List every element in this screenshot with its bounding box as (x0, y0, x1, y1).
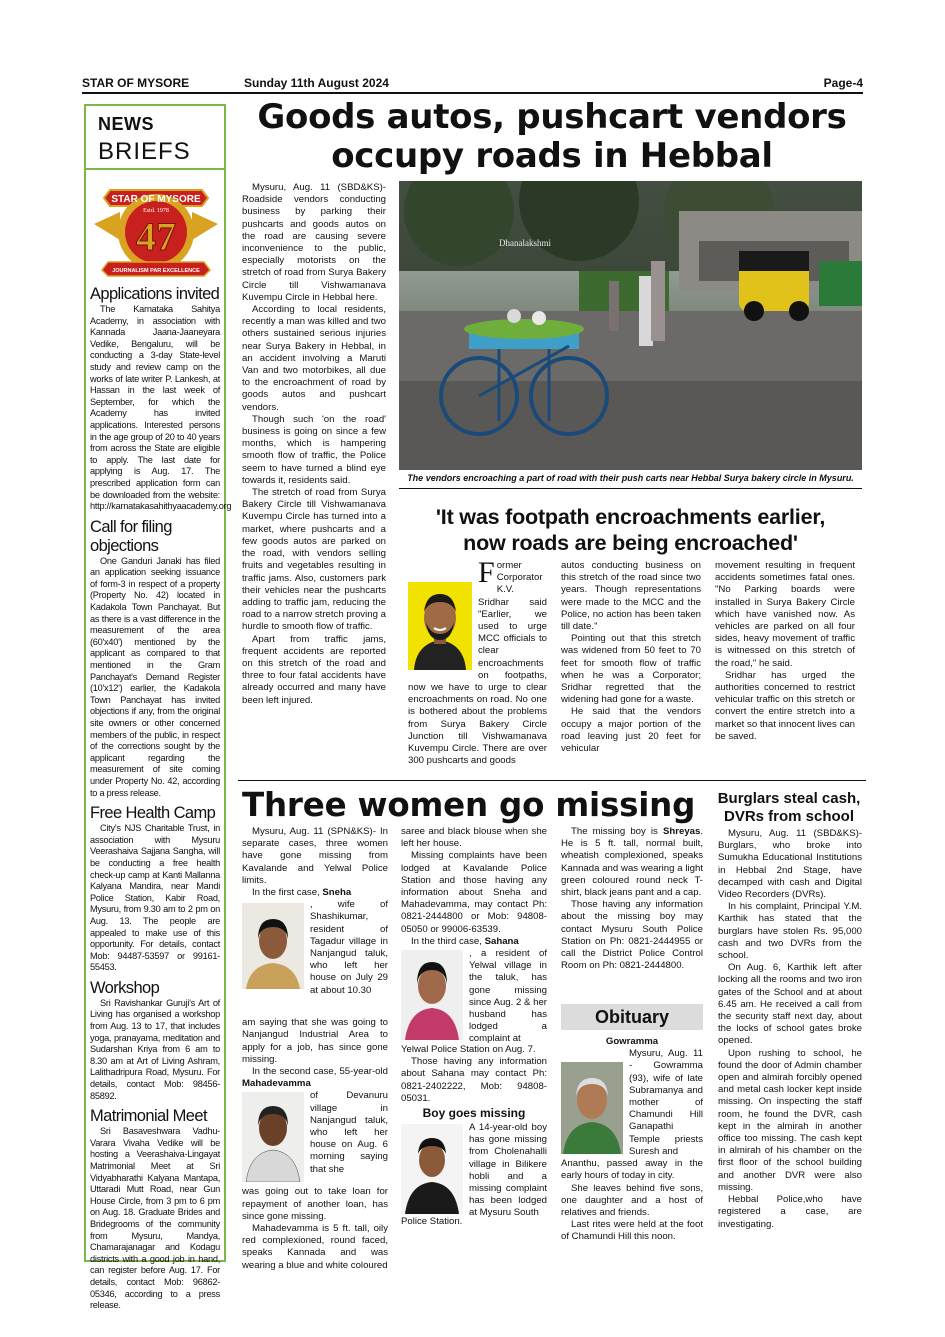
photo-shop-sign: Dhanalakshmi (499, 238, 551, 248)
burglars-paragraph: On Aug. 6, Karthik left after locking all the rooms and two iron gates of the School and at about 6.45 am. He received a call from the security staff next day, about the locks of school gates broke opened. (718, 962, 862, 1047)
obituary-body (561, 1036, 703, 1244)
text: In the second case, 55-year-old (252, 1066, 388, 1078)
burglars-paragraph: Upon rushing to school, he found the door of Admin chamber open and almirah forcibly opened and metal cash locker kept inside missing. On inspecting the staff room, he found the DVR, cash kept in the almirah in another office too missing. The cash kept in almirah of his chamber on the first floor of the school building and another DVR were also missing. (718, 1047, 862, 1193)
missing-paragraph: Police Station. (401, 1216, 463, 1228)
text: The missing boy is (571, 826, 663, 837)
burglars-body (718, 828, 862, 1231)
lead-paragraph: According to local residents, recently a man was killed and two others sustained serious injuries near Surya Bakery in Hebbal, in an accident involving a Maruti Van and two motorbikes, all due to the encroachment of road by goods autos and pushcart vendors. (242, 304, 386, 413)
footpath-paragraph: Pointing out that this stretch was widened from 50 feet to 70 feet for smooth flow of traffic when he was a Corporator; Sridhar regretted that the widening had gone for a waste. (561, 633, 701, 706)
burglars-paragraph: Hebbal Police,who have registered a case, are investigating. (718, 1194, 862, 1230)
missing-headline: Three women go missing (242, 786, 696, 824)
missing-paragraph: Yelwal Police Station on Aug. 7. (401, 1044, 536, 1056)
obituary-paragraph: Ananthu, passed away in the early hours of today in city. (561, 1158, 703, 1182)
footpath-col3 (715, 560, 855, 743)
brief-heading: Workshop (90, 978, 160, 997)
text: In the first case, (252, 887, 323, 899)
missing-paragraph: saree and black blouse when she left her house. (401, 826, 547, 850)
portrait-woman-icon (401, 950, 463, 1040)
sahana-photo (401, 950, 463, 1040)
lead-paragraph: Though such 'on the road' business is going on since a few months, which is hampering smooth flow of traffic, the Police seem to have turned a blind eye towards it, residents said. (242, 413, 386, 486)
lead-article-body (242, 182, 386, 707)
text: . He is 5 ft. tall, normal built, wheatish complexioned, speaks Kannada and was wearing a light green coloured round neck T-shirt, black jeans pant and a cap. (561, 826, 703, 899)
sridhar-photo (408, 582, 472, 670)
footpath-col1 (408, 556, 547, 770)
burglars-headline-line1: Burglars steal cash, (717, 790, 861, 807)
missing-paragraph: Mysuru, Aug. 11 (SPN&KS)- In separate cases, three women have gone missing from Kavalande and Yelwal Police limits. (242, 826, 388, 886)
lead-paragraph: Mysuru, Aug. 11 (SBD&KS)- Roadside vendors conducting business by parking their pushcarts and goods autos on the road are causing severe inconvenience to the public, especially motorists on the stretch of road from Surya Bakery Circle till Vishwamanava Kuvempu Circle in Hebbal here. (242, 182, 386, 303)
brief-heading: Free Health Camp (90, 804, 216, 823)
footpath-col2 (561, 560, 701, 755)
obituary-text: Mysuru, Aug. 11 - Gowramma (93), wife of late Subramanya and mother of Chamundi Hill Ganapathi Temple priests Suresh and (629, 1048, 703, 1157)
missing-paragraph: am saying that she was going to Nanjangud Industrial Area to apply for a job, has since gone missing. (242, 1017, 388, 1065)
portrait-man-icon (408, 582, 472, 670)
lead-headline (238, 98, 866, 176)
burglars-headline-line2: DVRs from school (723, 808, 855, 825)
brief-body: One Ganduri Janaki has filed an application seeking issuance of form-3 in respect of a property (Property No. 42) located in Kadakola Town Panchayat. But as there is a vast difference in the measurement of the area (60'x40') mentioned by the applicant as compared to that mentioned in the Gram Panchayat's Demand Register (10'x12') earlier, the Kadakola Town Panchayat has invited objections if any, from the original site owners or other concerned members of the public, in respect of the corrections sought by the applicant regarding the measurement of site coming under Property No. 42, according to a press release. (90, 555, 220, 798)
brief-heading: Matrimonial Meet (90, 1107, 207, 1126)
footpath-paragraph: movement resulting in frequent accidents sometimes fatal ones. "No Parking boards were installed in Surya Bakery Circle which have vanished now. As vehicles are parked on all four sides, heavy movement of traffic is witnessed on this stretch of the road," he said. (715, 560, 855, 669)
lead-photo-caption: The vendors encroaching a part of road with their push carts near Hebbal Surya bakery circle in Mysuru. (407, 473, 854, 483)
burglars-paragraph: In his complaint, Principal Y.M. Karthik has stated that the burglars have stolen Rs. 95,000 cash and two DVRs from the school. (718, 901, 862, 962)
text: In the third case, (411, 935, 485, 947)
sneha-photo (242, 903, 304, 989)
footpath-text: ormer Corporator K.V. Sridhar said "Earlier, we used to urge MCC officials to clear encroachments on footpaths, now we have to urge to clear encroachments on road. No one is bothered about the problems from Surya Bakery Circle Junction till Vishwamanava Kuvempu Circle. There are over 300 pushcarts and goods (408, 560, 547, 767)
brief-body: City's NJS Charitable Trust, in association with Mysuru Veerashaiva Sajjana Sangha, will be conducting a free health check-up camp at Kanti Mallanna Kalyana Mandira, near Mandi Police Station, Kabir Road, Mysuru, from 9.30 am to 2 pm on Aug. 13. The people are appealed to make use of this opportunity. For details, contact Mob: 94487-53597 or 99161-55453. (90, 823, 220, 973)
page-number: Page-4 (823, 76, 863, 90)
missing-paragraph: Mahadevamma is 5 ft. tall, oily red complexioned, round faced, speaks Kannada and was wearing a blue and white coloured (242, 1223, 388, 1271)
footpath-headline-line2: now roads are being encroached' (463, 531, 798, 555)
briefs-title-bottom: BRIEFS (98, 138, 191, 165)
missing-text: , wife of Shashikumar, resident of Tagadur village in Nanjangud taluk, who left her house on July 29 at about 10.30 (310, 899, 388, 996)
obituary-paragraph: She leaves behind five sons, one daughter and a host of relatives and friends. (561, 1182, 703, 1219)
gowramma-photo (561, 1062, 623, 1154)
missing-text: A 14-year-old boy has gone missing from Cholenahalli village in Bilikere hobli and a missing complaint has been lodged at Mysuru South (469, 1122, 547, 1219)
burglars-paragraph: Mysuru, Aug. 11 (SBD&KS)- Burglars, who broke into Sumukha Educational Institutions in Hebbal 2nd Stage, have decamped with cash and Digital Video Recorders (DVRs). (718, 828, 862, 901)
logo-estd: Estd. 1978 (143, 208, 169, 214)
logo-motto: JOURNALISM PAR EXCELLENCE (112, 268, 200, 274)
footpath-paragraph: He said that the vendors occupy a major portion of the road leaving just 20 feet for vehicular (561, 706, 701, 755)
page-header (82, 76, 863, 92)
missing-text: , a resident of Yelwal village in the taluk, has gone missing since Aug. 2 & her husband has lodged a complaint at (469, 948, 547, 1045)
lead-photo (399, 181, 862, 470)
missing-paragraph: was going out to take loan for repayment of another loan, has since gone missing. (242, 1186, 388, 1222)
footpath-headline (399, 504, 862, 556)
missing-paragraph: Missing complaints have been lodged at Kavalande Police Station and those having any information about Sneha and Mahadevamma, may contact Ph: 0821-2444800 or Mob: 94808-05050 or 99006-63539. (401, 850, 547, 935)
obituary-name: Gowramma (605, 1036, 659, 1047)
missing-col3 (561, 826, 703, 972)
obituary-heading: Obituary (561, 1004, 703, 1030)
portrait-woman-icon (242, 903, 304, 989)
shreyas-photo (401, 1124, 463, 1214)
briefs-divider (86, 168, 224, 170)
street-vendors-photo (399, 181, 862, 470)
missing-paragraph: Those having any information about Sahana may contact Ph: 0821-2402222, Mob: 94808-05031. (401, 1056, 547, 1104)
portrait-boy-icon (401, 1124, 463, 1214)
footpath-paragraph: autos conducting business on this stretch of the road since two years. Though representations were made to the MCC and the Police, no action has been taken till date." (561, 560, 701, 633)
person-name: Shreyas (662, 826, 701, 837)
missing-paragraph: Those having any information about the missing boy may contact Mysuru South Police Station on Ph: 0821-2444955 or call the District Police Control Room on Ph: 0821-2444800. (561, 899, 703, 972)
brief-body: The Karnataka Sahitya Academy, in association with Kannada Jaana-Jaaneyara Vedike, Bengaluru, will be conducting a 3-day State-level study and review camp on the works of late writer P. Lankesh, at Hassan in the last week of September, for which the Academy has invited applications. Interested persons in the age group of 20 to 40 years from across the State are eligible to apply. The last date for applying is Aug. 17. The prescribed application form can be downloaded from the website: http://karnatakasahithyaacademy.org (90, 304, 232, 512)
missing-text: of Devanuru village in Nanjangud taluk, who left her house on Aug. 6 morning saying that she (310, 1090, 388, 1175)
logo-number: 47 (136, 214, 176, 259)
boy-missing-heading: Boy goes missing (422, 1106, 526, 1121)
brief-body: Sri Ravishankar Guruji's Art of Living has organised a workshop from Aug. 13 to 17, that includes yoga, pranayama, meditation and Sudarshan Kriya from 6 am to 8.30 am at Art of Living Ashram, Lalithadripura Road, Mysuru. For details, contact Mob: 98456-85892. (90, 997, 220, 1101)
brief-heading: Call for filing objections (90, 517, 172, 555)
brief-heading: Applications invited (90, 285, 220, 303)
portrait-elderly-woman-icon (561, 1062, 623, 1154)
obituary-paragraph: Last rites were held at the foot of Chamundi Hill this noon. (561, 1219, 703, 1243)
lead-paragraph: Apart from traffic jams, frequent accidents are reported on this stretch of the road and three to four fatal accidents have already occurred and many have been left injured. (242, 633, 386, 706)
paper-name: STAR OF MYSORE (82, 76, 190, 90)
caption-rule (399, 488, 862, 489)
footpath-headline-line1: 'It was footpath encroachments earlier, (435, 505, 826, 529)
lead-headline-line2: occupy roads in Hebbal (331, 136, 773, 176)
person-name: Sahana (484, 935, 519, 947)
footpath-paragraph: Sridhar has urged the authorities concerned to restrict vehicular traffic on this stretch or convert the entire stretch into a market so that innocent lives can be saved. (715, 669, 855, 742)
person-name: Sneha (322, 887, 352, 899)
section-rule (238, 780, 866, 781)
star-of-mysore-47-logo (90, 178, 222, 278)
brief-body: Sri Basaveshwara Vadhu-Varara Vivaha Vedike will be hosting a Veerashaiva-Lingayat Matrimonial Meet at Sri Vidyabharathi Kalyana Mantapa, Uttaradi Mutt Road, near Gun House Circle, from 3 pm to 6 pm on Aug. 18. Graduate Brides and Bridegrooms of the community from Mysuru, Mandya, Chamarajanagar and Kodagu districts with a good job in hand, can register before Aug. 17. For details, contact Mob: 96862-05346, according to a press release. (90, 1126, 220, 1311)
lead-headline-line1: Goods autos, pushcart vendors (257, 97, 847, 137)
logo-ribbon-text: STAR OF MYSORE (111, 194, 201, 205)
drop-cap: F (478, 556, 495, 589)
portrait-woman-icon (242, 1092, 304, 1182)
person-name: Mahadevamma (242, 1078, 311, 1090)
missing-col1 (242, 826, 388, 1272)
burglars-headline (716, 790, 862, 826)
header-rule (82, 92, 863, 94)
news-briefs-sidebar (84, 104, 232, 1311)
mahadevamma-photo (242, 1092, 304, 1182)
briefs-title-top: NEWS (98, 114, 154, 134)
issue-date: Sunday 11th August 2024 (244, 76, 389, 90)
missing-col2 (401, 826, 547, 1228)
lead-paragraph: The stretch of road from Surya Bakery Circle till Vishwamanava Kuvempu Circle has turned into a market, where pushcarts and a few goods autos are parked on the road, with vendors selling fruits and vegetables resulting in traffic jams. Also, customers park their vehicles near the pushcarts adding to traffic jam, reducing the road to a narrow stretch proving a hurdle to smooth flow of traffic. (242, 487, 386, 633)
